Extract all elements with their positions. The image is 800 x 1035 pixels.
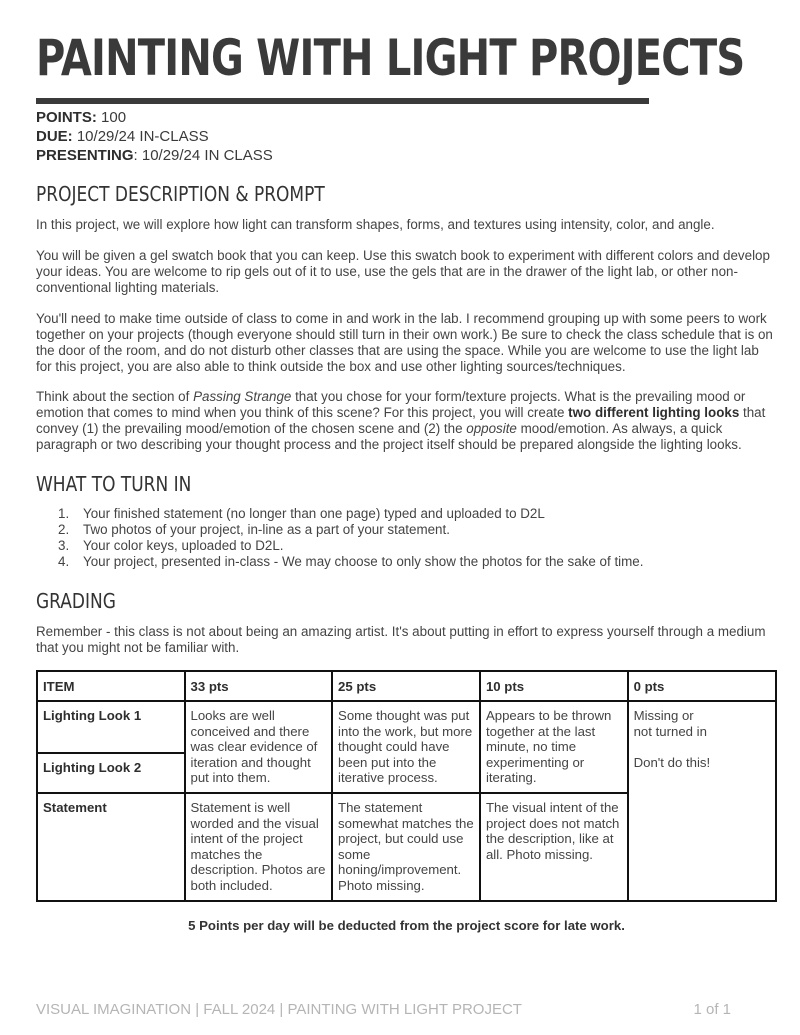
zero-spacer — [634, 739, 770, 755]
title-underline — [36, 98, 649, 104]
p4-bold-phrase: two different lighting looks — [568, 405, 740, 420]
cell-look-33: Looks are well conceived and there was clear evidence of iteration and thought put into them. — [185, 701, 333, 793]
presenting-label: PRESENTING — [36, 147, 134, 164]
header-33-pts: 33 pts — [185, 671, 333, 701]
p4-italic-opposite: opposite — [466, 421, 517, 436]
list-item-text: Your project, presented in-class - We may choose to only show the photos for the sake of time. — [83, 554, 644, 569]
list-item-text: Your finished statement (no longer than one page) typed and uploaded to D2L — [83, 506, 545, 521]
grading-heading: GRADING — [36, 589, 116, 613]
list-item-text: Two photos of your project, in-line as a part of your statement. — [83, 522, 450, 537]
points-row — [36, 108, 273, 127]
page-footer — [36, 1001, 777, 1018]
list-item — [36, 538, 643, 554]
zero-line-1: Missing or — [633, 708, 694, 723]
footer-course-info: VISUAL IMAGINATION | FALL 2024 | PAINTING WITH LIGHT PROJECT — [36, 1001, 522, 1018]
description-paragraph-2: You will be given a gel swatch book that you can keep. Use this swatch book to experiment with different colors and develop your ideas. You are welcome to rip gels out of it to use, use the gels that are in the drawer of the light lab, or other non-conventional lighting materials. — [36, 248, 770, 295]
list-item-number: 2. — [58, 522, 70, 537]
points-label: POINTS: — [36, 109, 97, 126]
row-label-lighting-look-2: Lighting Look 2 — [37, 753, 185, 793]
p4-text-a: Think about the section of — [36, 389, 194, 404]
row-label-statement: Statement — [37, 793, 185, 901]
list-item — [36, 554, 643, 570]
presenting-row — [36, 146, 273, 165]
zero-line-2: not turned in — [633, 723, 707, 739]
list-item — [36, 522, 643, 538]
row-label-lighting-look-1: Lighting Look 1 — [37, 701, 185, 753]
cell-statement-10: The visual intent of the project does not match the description, like at all. Photo missing. — [480, 793, 628, 901]
header-25-pts: 25 pts — [332, 671, 480, 701]
header-item: ITEM — [37, 671, 185, 701]
assignment-meta — [36, 108, 273, 165]
cell-statement-33: Statement is well worded and the visual intent of the project matches the description. Photos are both included. — [185, 793, 333, 901]
cell-statement-25: The statement somewhat matches the project, but could use some honing/improvement. Photo missing. — [332, 793, 480, 901]
footer-page-number: 1 of 1 — [693, 1001, 731, 1018]
list-item — [36, 506, 643, 522]
p4-text-b: that you chose for your form/texture projects. What is the prevailing mood or emotion that comes to mind when you think of this scene? For this project, you will create — [36, 389, 746, 420]
table-header-row — [37, 671, 776, 701]
p4-text-d: mood/emotion. As always, a quick paragraph or two describing your thought process and the project itself should be prepared alongside the lighting looks. — [36, 421, 742, 452]
turn-in-list — [36, 506, 643, 570]
list-item-number: 3. — [58, 538, 70, 553]
description-paragraph-1: In this project, we will explore how light can transform shapes, forms, and textures using intensity, color, and angle. — [36, 217, 715, 232]
header-0-pts: 0 pts — [628, 671, 776, 701]
due-label: DUE: — [36, 128, 73, 145]
list-item-text: Your color keys, uploaded to D2L. — [83, 538, 284, 553]
presenting-value: : 10/29/24 IN CLASS — [133, 147, 273, 164]
cell-look-10: Appears to be thrown together at the last minute, no time experimenting or iterating. — [480, 701, 628, 793]
p4-text-c: that convey (1) the prevailing mood/emotion of the chosen scene and (2) the — [36, 405, 766, 436]
header-10-pts: 10 pts — [480, 671, 628, 701]
list-item-number: 1. — [58, 506, 70, 521]
description-paragraph-4 — [36, 389, 778, 453]
description-heading: PROJECT DESCRIPTION & PROMPT — [36, 182, 325, 206]
due-value: 10/29/24 IN-CLASS — [72, 128, 209, 145]
cell-look-25: Some thought was put into the work, but more thought could have been put into the iterative process. — [332, 701, 480, 793]
zero-line-3: Don't do this! — [633, 754, 711, 770]
description-paragraph-3: You'll need to make time outside of class to come in and work in the lab. I recommend grouping up with some peers to work together on your projects (though everyone should still turn in their own work.) Be sure to check the class schedule that is on the door of the room, and do not disturb other classes that are using the space. While you are welcome to use the light lab for this project, you are also able to think outside the box and use other lighting sources/techniques. — [36, 311, 773, 374]
grading-intro: Remember - this class is not about being an amazing artist. It's about putting in effort to express yourself through a medium that you might not be familiar with. — [36, 624, 766, 655]
due-row — [36, 127, 273, 146]
points-value: 100 — [96, 109, 127, 126]
turn-in-heading: WHAT TO TURN IN — [36, 472, 192, 496]
p4-italic-title: Passing Strange — [193, 389, 292, 404]
late-work-note: 5 Points per day will be deducted from the project score for late work. — [188, 918, 625, 933]
cell-zero-pts — [628, 701, 776, 901]
list-item-number: 4. — [58, 554, 70, 569]
table-row — [37, 701, 776, 753]
grading-rubric-table — [36, 670, 777, 902]
page-title: PAINTING WITH LIGHT PROJECTS — [36, 29, 745, 87]
